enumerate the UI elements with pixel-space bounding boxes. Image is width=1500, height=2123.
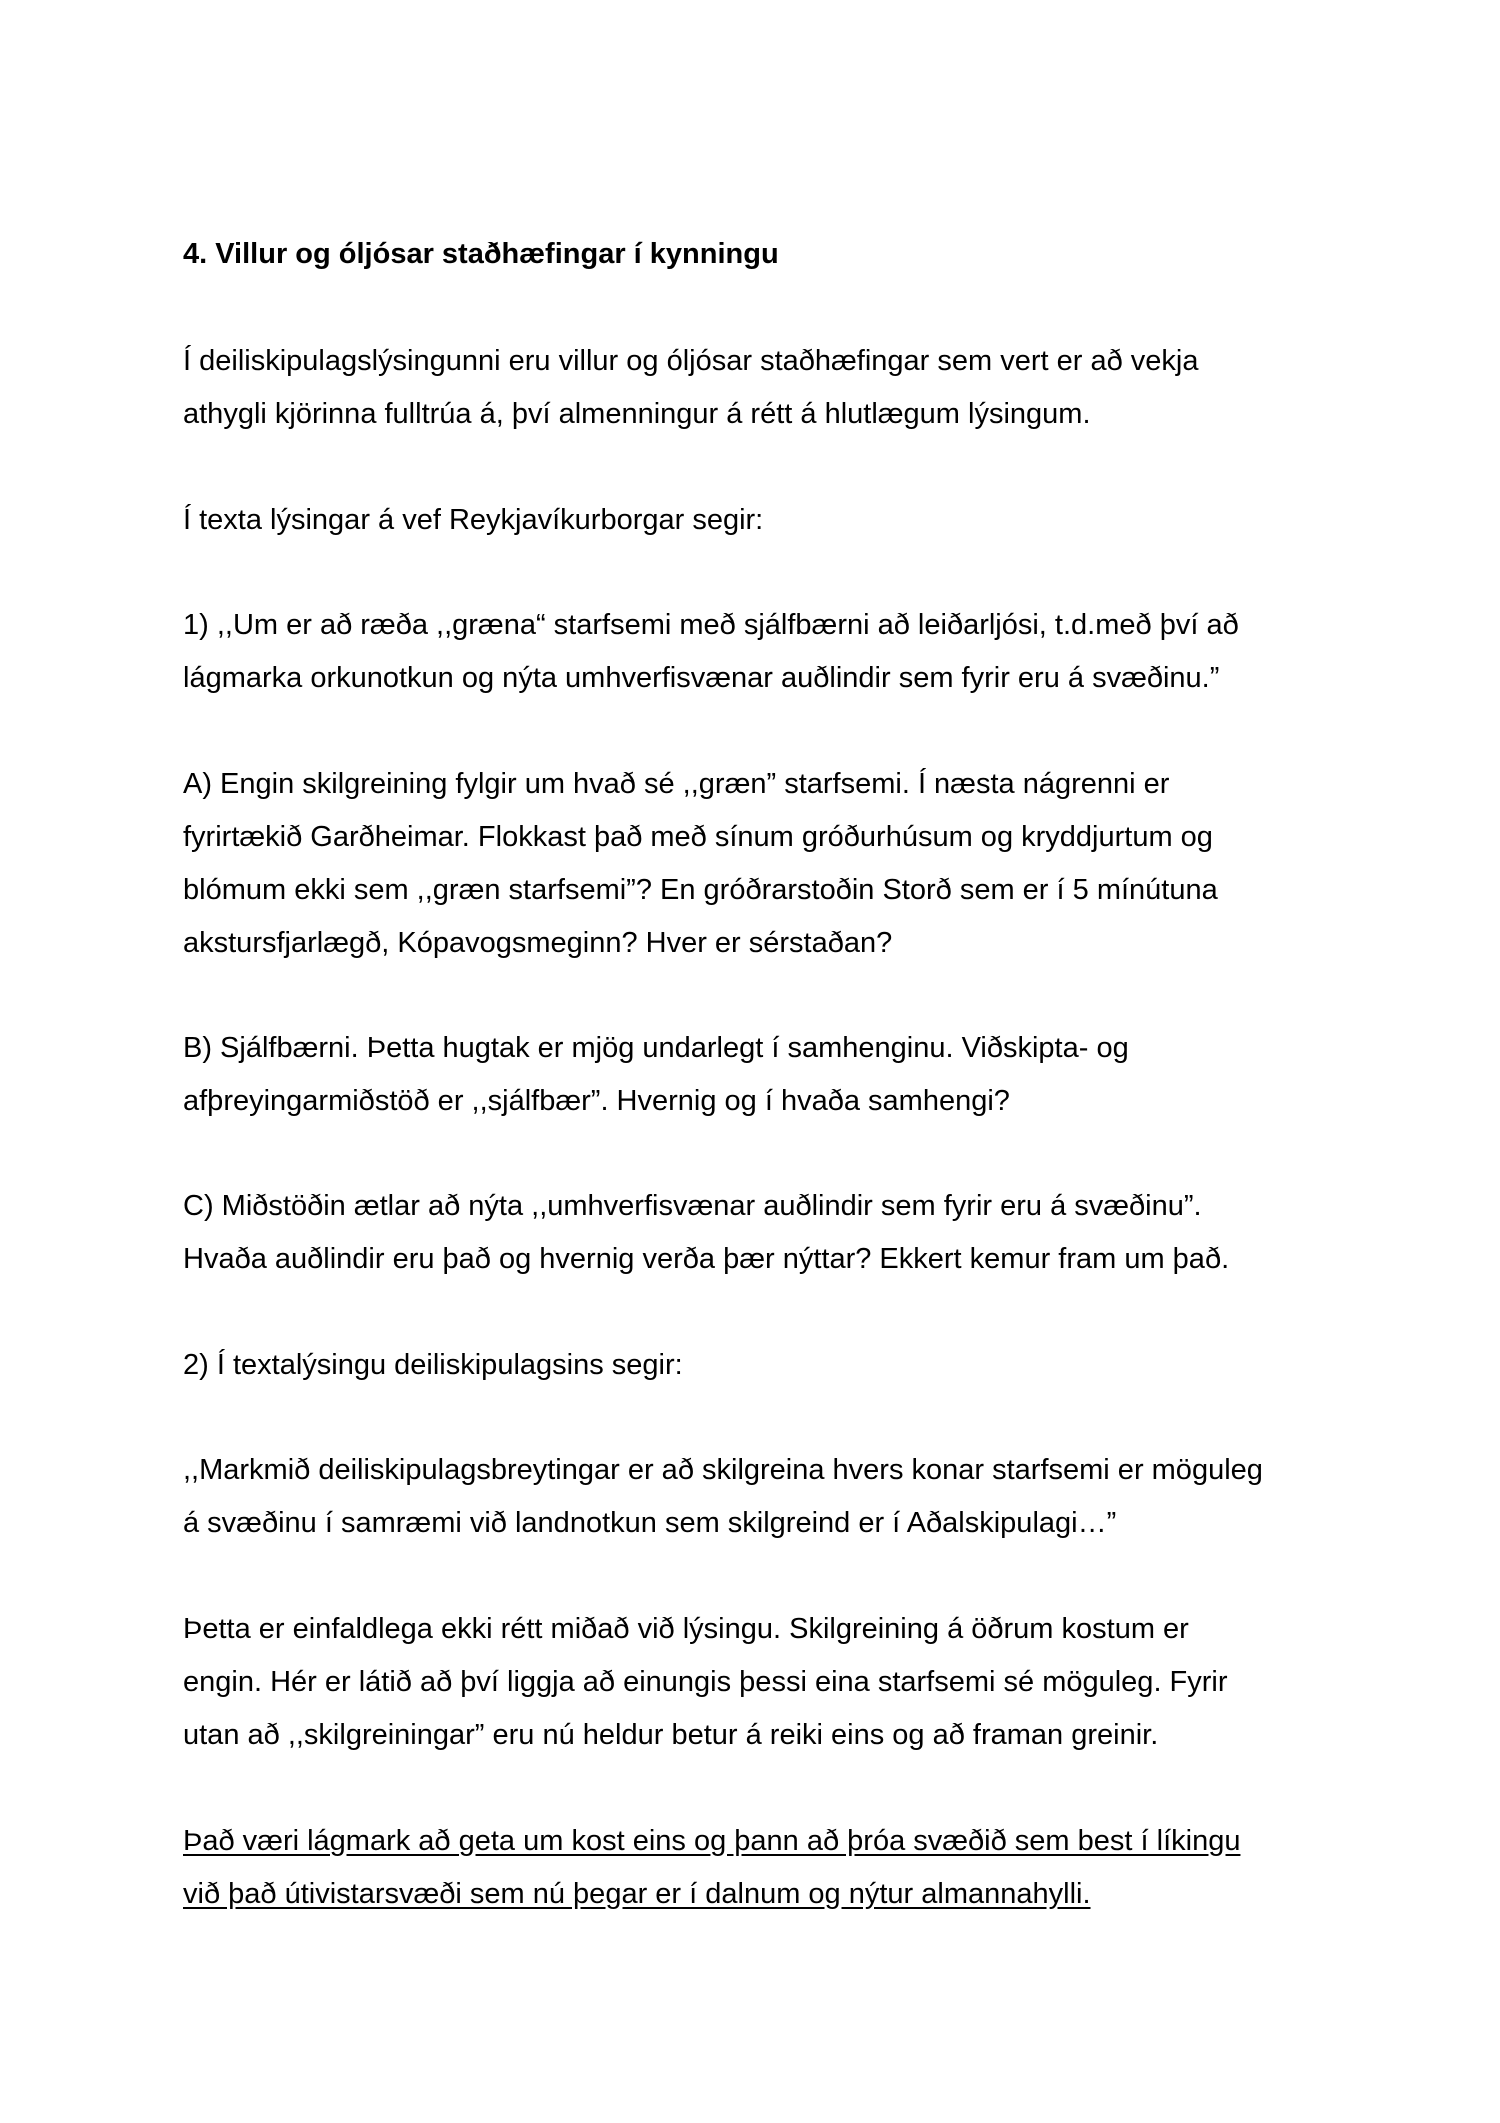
paragraph-source-reference [183,494,1343,547]
paragraph-point-2 [183,1339,1343,1392]
text-line: engin. Hér er látið að því liggja að einungis þessi eina starfsemi sé möguleg. Fyrir [183,1666,1228,1698]
text-line: Hvaða auðlindir eru það og hvernig verða þær nýttar? Ekkert kemur fram um það. [183,1243,1230,1275]
paragraph-intro [183,335,1343,441]
text-line: við það útivistarsvæði sem nú þegar er í dalnum og nýtur almannahylli. [183,1878,1091,1910]
paragraph-conclusion-underlined [183,1815,1343,1921]
text-line: blómum ekki sem ,,græn starfsemi”? En gróðrarstoðin Storð sem er í 5 mínútuna [183,874,1218,906]
text-line: Í texta lýsingar á vef Reykjavíkurborgar segir: [183,504,764,536]
text-line: afþreyingarmiðstöð er ,,sjálfbær”. Hvernig og í hvaða samhengi? [183,1085,1010,1117]
text-line: utan að ,,skilgreiningar” eru nú heldur betur á reiki eins og að framan greinir. [183,1719,1159,1751]
text-line: A) Engin skilgreining fylgir um hvað sé ,,græn” starfsemi. Í næsta nágrenni er [183,768,1170,800]
paragraph-rebuttal [183,1603,1343,1762]
text-line: á svæðinu í samræmi við landnotkun sem skilgreind er í Aðalskipulagi…” [183,1507,1117,1539]
text-line: akstursfjarlægð, Kópavogsmeginn? Hver er sérstaðan? [183,927,893,959]
text-line: 2) Í textalýsingu deiliskipulagsins segir: [183,1349,683,1381]
text-line: 1) ,,Um er að ræða ,,græna“ starfsemi með sjálfbærni að leiðarljósi, t.d.með því að [183,609,1239,641]
paragraph-point-a [183,758,1343,970]
text-line: Það væri lágmark að geta um kost eins og þann að þróa svæðið sem best í líkingu [183,1825,1241,1857]
text-line: B) Sjálfbærni. Þetta hugtak er mjög undarlegt í samhenginu. Viðskipta- og [183,1032,1129,1064]
text-line: C) Miðstöðin ætlar að nýta ,,umhverfisvænar auðlindir sem fyrir eru á svæðinu”. [183,1190,1202,1222]
text-line: Í deiliskipulagslýsingunni eru villur og óljósar staðhæfingar sem vert er að vekja [183,345,1199,377]
text-line: ,,Markmið deiliskipulagsbreytingar er að skilgreina hvers konar starfsemi er möguleg [183,1454,1263,1486]
paragraph-point-b [183,1022,1343,1128]
paragraph-point-c [183,1180,1343,1286]
text-line: fyrirtækið Garðheimar. Flokkast það með sínum gróðurhúsum og kryddjurtum og [183,821,1213,853]
section-heading: 4. Villur og óljósar staðhæfingar í kynningu [183,238,779,270]
paragraph-quote-1 [183,599,1343,705]
text-line: lágmarka orkunotkun og nýta umhverfisvænar auðlindir sem fyrir eru á svæðinu.” [183,662,1220,694]
paragraph-quote-2 [183,1444,1343,1550]
text-line: athygli kjörinna fulltrúa á, því almenningur á rétt á hlutlægum lýsingum. [183,398,1091,430]
text-line: Þetta er einfaldlega ekki rétt miðað við lýsingu. Skilgreining á öðrum kostum er [183,1613,1189,1645]
